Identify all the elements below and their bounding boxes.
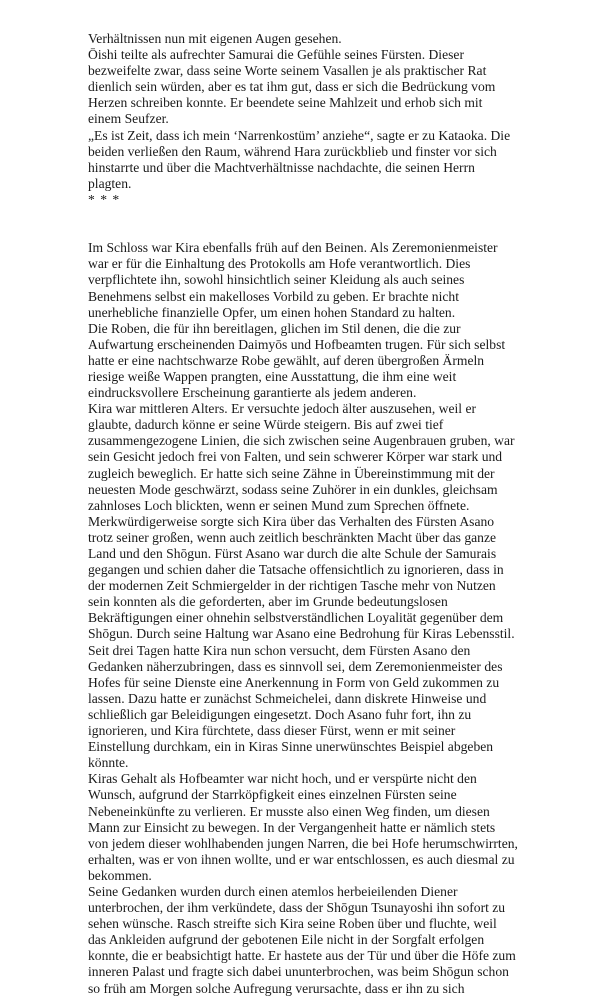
paragraph: Ōishi teilte als aufrechter Samurai die Gefühle seines Fürsten. Dieser bezweifelte zwar, dass seine Worte seinem Vasallen je als praktischer Rat dienlich sein würden, aber es tat ihm gut, dass er sich die Bedrückung vom Herzen schreiben konnte. Er beendete seine Mahlzeit und erhob sich mit einem Seufzer. [88, 47, 496, 127]
paragraph: Die Roben, die für ihn bereitlagen, glichen im Stil denen, die die zur Aufwartung erscheinenden Daimyōs und Hofbeamten trugen. Für sich selbst hatte er eine nachtschwarze Robe gewählt, auf deren übergroßen Ärmeln riesige weiße Wappen prangten, eine Ausstattung, die ihm eine weit eindrucksvollere Erscheinung garantierte als jedem anderen. [88, 320, 506, 401]
paragraph: Merkwürdigerweise sorgte sich Kira über das Verhalten des Fürsten Asano trotz seiner großen, wenn auch zeitlich beschränkten Macht über das ganze Land und den Shōgun. Fürst Asano war durch die alte Schule der Samurais gegangen und schien daher die Tatsache offensichtlich zu ignorieren, dass in der modernen Zeit Schmiergelder in der richtigen Tasche mehr von Nutzen sein konnten als die geforderten, aber im Grunde bedeutungslosen Bekräftigungen einer ohnehin selbstverständlichen Loyalität gegenüber dem Shōgun. Durch seine Haltung war Asano eine Bedrohung für Kiras Lebensstil. [88, 513, 515, 642]
paragraph: „Es ist Zeit, dass ich mein ‘Narrenkostüm’ anziehe“, sagte er zu Kataoka. Die beiden verließen den Raum, während Hara zurückblieb und finster vor sich hinstarrte und über die Machtverhältnisse nachdachte, die seinen Herrn plagten. [88, 127, 511, 191]
paragraph: Kira war mittleren Alters. Er versuchte jedoch älter auszusehen, weil er glaubte, dadurch könne er seine Würde steigern. Bis auf zwei tief zusammengezogene Linien, die sich zwischen seine Augenbrauen gruben, war sein Gesicht jedoch frei von Falten, und sein schwerer Körper war stark und zugleich beweglich. Er hatte sich seine Zähne in Übereinstimmung mit der neuesten Mode geschwärzt, sodass seine Zuhörer in ein dunkles, gleichsam zahnloses Loch blickten, wenn er seinen Mund zum Sprechen öffnete. [88, 401, 515, 513]
section-gap [88, 224, 518, 240]
paragraph: Verhältnissen nun mit eigenen Augen gesehen. [88, 31, 342, 46]
paragraph: Im Schloss war Kira ebenfalls früh auf den Beinen. Als Zeremonienmeister war er für die Einhaltung des Protokolls am Hofe verantwortlich. Dies verpflichtete ihn, sowohl hinsichtlich seiner Kleidung als auch seines Benehmens selbst ein makelloses Vorbild zu geben. Er brachte nicht unerhebliche finanzielle Opfer, um einen hohen Standard zu halten. [88, 240, 498, 320]
paragraph: Kiras Gehalt als Hofbeamter war nicht hoch, und er verspürte nicht den Wunsch, aufgrund der Starrköpfigkeit eines einzelnen Fürsten seine Nebeneinkünfte zu verlieren. Er musste also einen Weg finden, um diesen Mann zur Einsicht zu bewegen. In der Vergangenheit hatte er nämlich stets von jedem dieser wohlhabenden jungen Narren, die bei Hofe herumschwirrten, erhalten, was er von ihnen wollte, und er war entschlossen, es auch diesmal zu bekommen. [88, 771, 518, 883]
document-page [88, 31, 518, 997]
section-separator: * * * [88, 191, 121, 207]
paragraph: Seine Gedanken wurden durch einen atemlos herbeieilenden Diener unterbrochen, der ihm verkündete, dass der Shōgun Tsunayoshi ihn sofort zu sehen wünsche. Rasch streifte sich Kira seine Roben über und fluchte, weil das Ankleiden aufgrund der gebotenen Eile nicht in der Sorgfalt erfolgen konnte, die er beabsichtigt hatte. Er hastete aus der Tür und über die Höfe zum inneren Palast und fragte sich dabei ununterbrochen, was beim Shōgun schon so früh am Morgen solche Aufregung verursachte, dass er ihn zu sich [88, 883, 516, 996]
section-gap [88, 208, 518, 224]
paragraph: Seit drei Tagen hatte Kira nun schon versucht, dem Fürsten Asano den Gedanken näherzubringen, dass es sinnvoll sei, dem Zeremonienmeister des Hofes für seine Dienste eine Anerkennung in Form von Geld zukommen zu lassen. Dazu hatte er zunächst Schmeichelei, dann diskrete Hinweise und schließlich gar Beleidigungen eingesetzt. Doch Asano fuhr fort, ihn zu ignorieren, und Kira fürchtete, dass dieser Fürst, wenn er mit seiner Einstellung durchkam, ein in Kiras Sinne unerwünschtes Beispiel abgeben könnte. [88, 642, 503, 771]
